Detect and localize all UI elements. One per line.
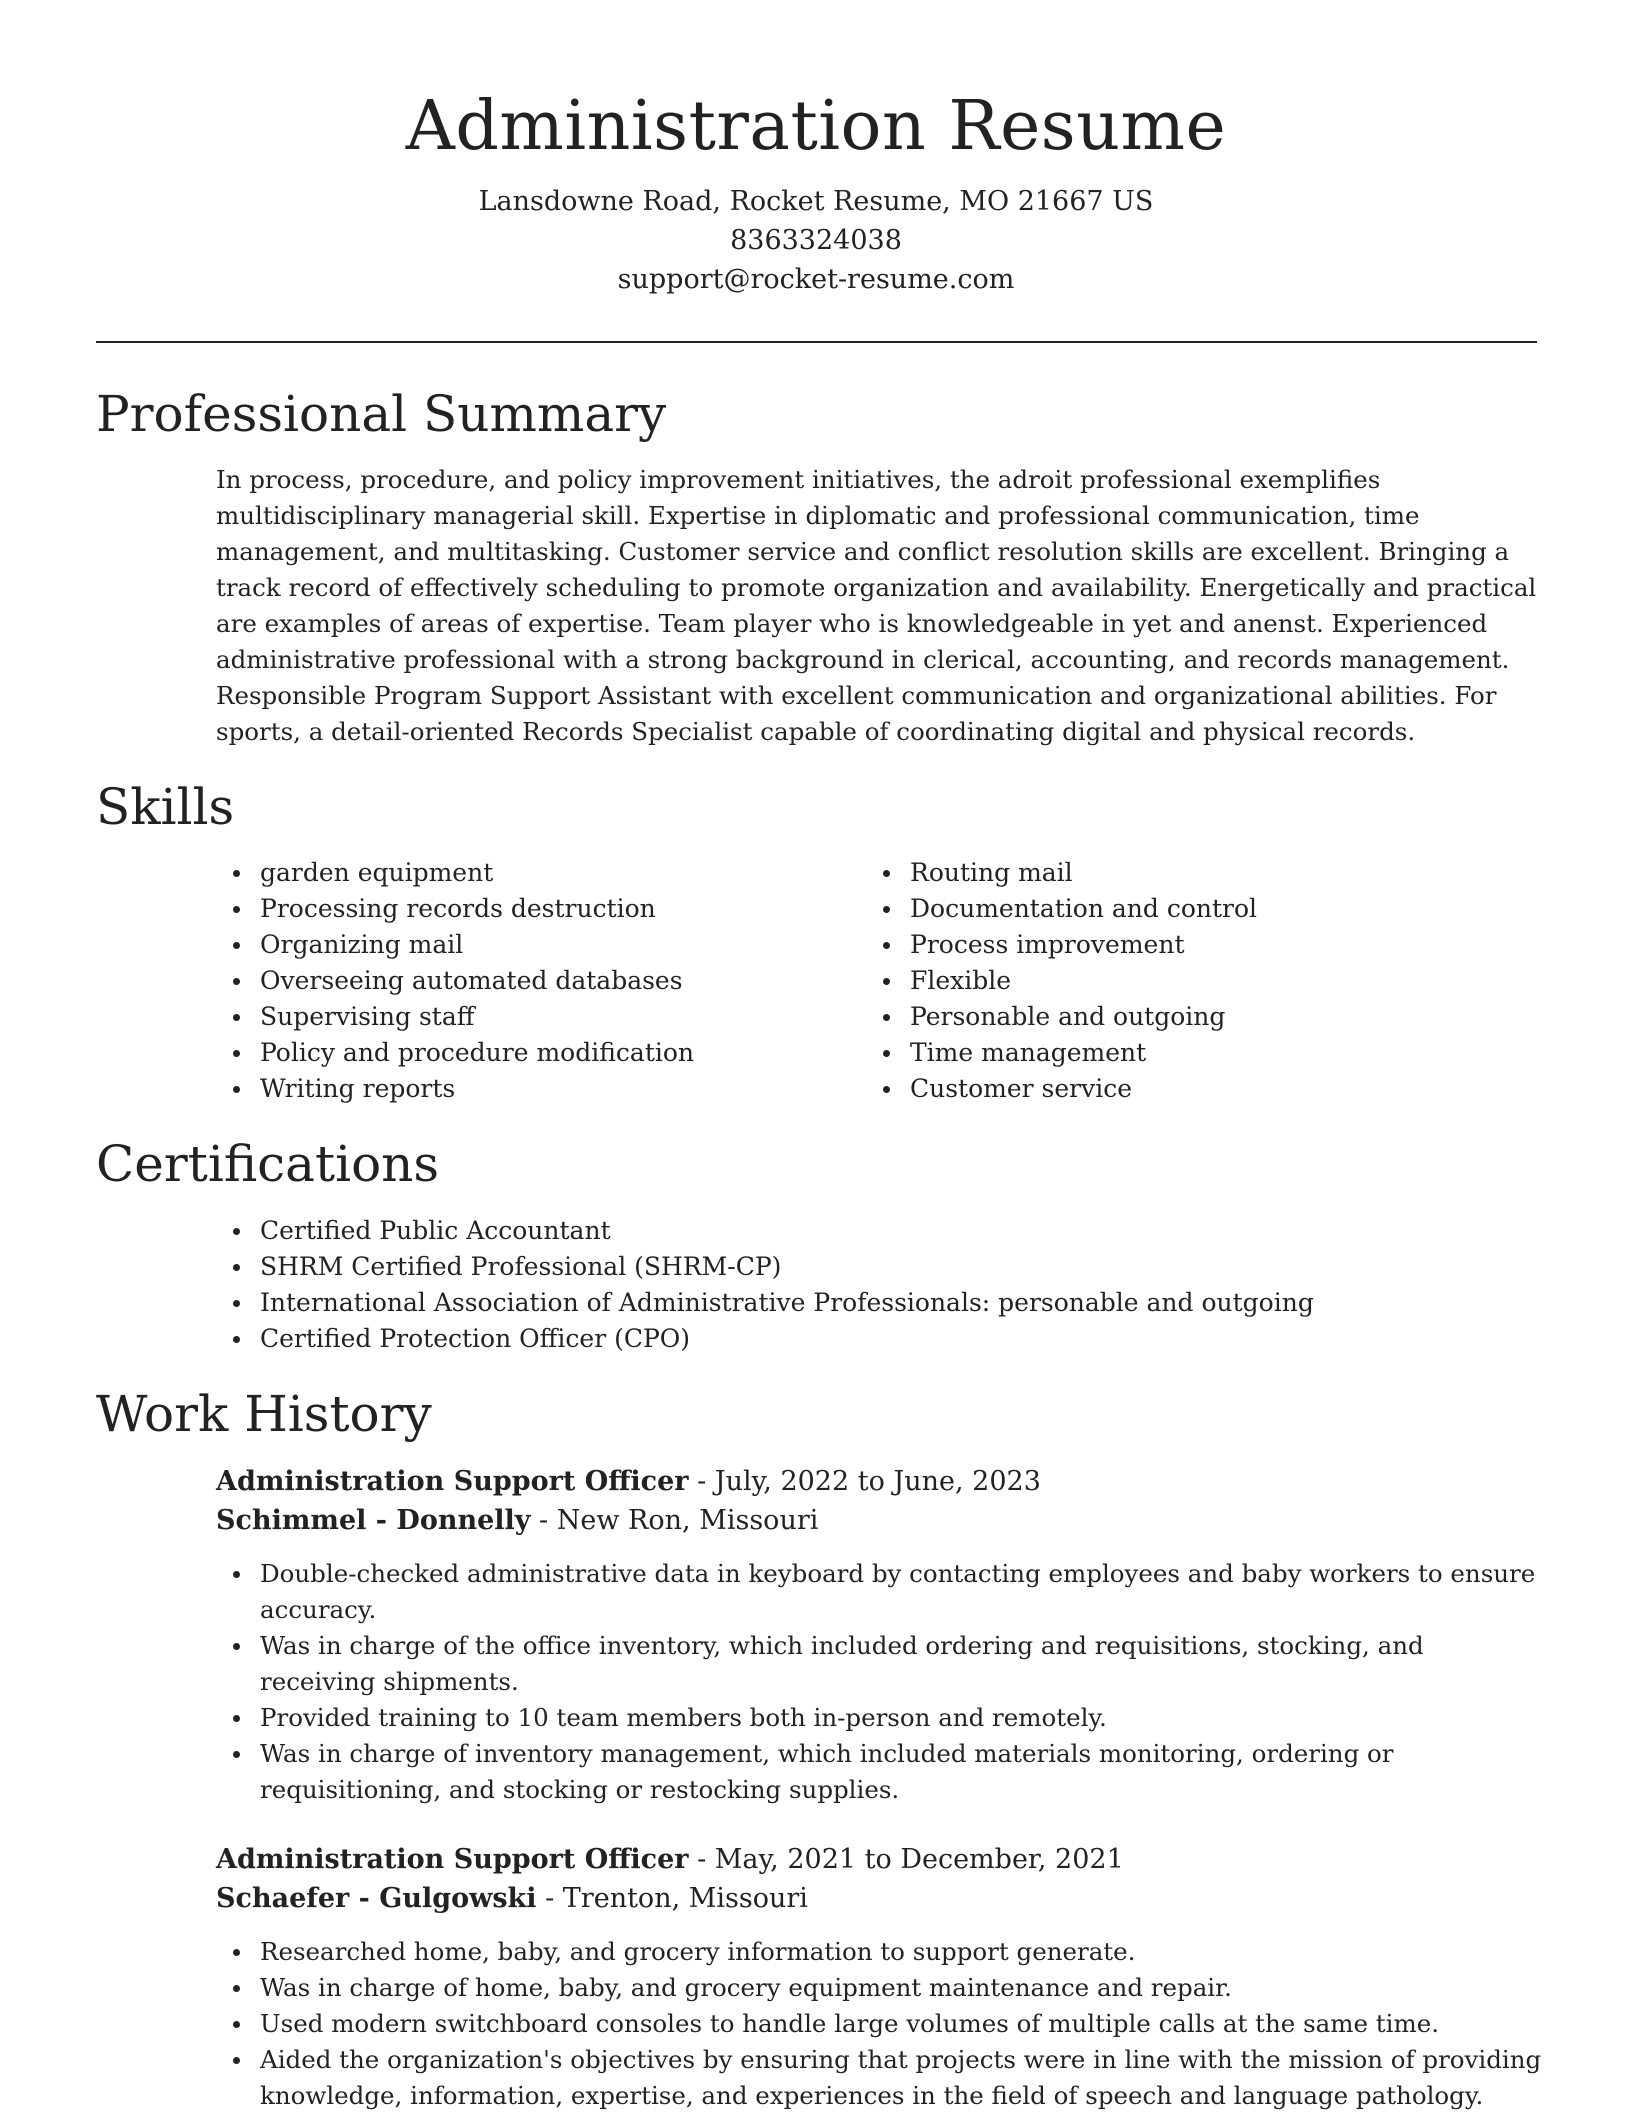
job-bullet: Was in charge of inventory management, which included materials monitoring, ordering or requisitioning, and stocking or restocking supplies. [216,1736,1546,1808]
skill-item: Flexible [866,963,1506,999]
skill-item: Policy and procedure modification [216,1035,856,1071]
skill-item: Overseeing automated databases [216,963,856,999]
skill-item: Time management [866,1035,1506,1071]
job-bullet: Was in charge of home, baby, and grocery equipment maintenance and repair. [216,1970,1546,2006]
skills-heading: Skills [96,778,235,836]
skill-item: Process improvement [866,927,1506,963]
resume-header [0,82,1632,299]
job-entry [216,1462,1546,1808]
job-bullet: Double-checked administrative data in keyboard by contacting employees and baby workers to ensure accuracy. [216,1556,1546,1628]
skill-item: garden equipment [216,855,856,891]
contact-email: support@rocket-resume.com [617,264,1015,295]
job-title-line [216,1462,1546,1501]
skill-item: Supervising staff [216,999,856,1035]
contact-phone: 8363324038 [730,225,902,256]
contact-address: Lansdowne Road, Rocket Resume, MO 21667 US [478,186,1154,217]
certifications-list [216,1213,1546,1357]
skills-list-right [866,855,1506,1107]
job-bullet: Aided the organization's objectives by ensuring that projects were in line with the mission of providing knowledge, information, expertise, and experiences in the field of speech and language pathology. [216,2042,1546,2112]
certifications-heading: Certifications [96,1135,440,1193]
job-bullet: Researched home, baby, and grocery information to support generate. [216,1934,1546,1970]
job-title: Administration Support Officer [216,1466,689,1497]
skill-item: Writing reports [216,1071,856,1107]
job-bullet: Was in charge of the office inventory, which included ordering and requisitions, stocking, and receiving shipments. [216,1628,1546,1700]
job-entry [216,1840,1546,2112]
skill-item: Routing mail [866,855,1506,891]
job-location: - New Ron, Missouri [530,1505,819,1536]
summary-heading: Professional Summary [96,385,667,443]
work-history-heading: Work History [96,1385,432,1443]
job-location: - Trenton, Missouri [536,1883,808,1914]
resume-title: Administration Resume [405,87,1227,166]
skill-item: Personable and outgoing [866,999,1506,1035]
job-company-line [216,1879,1546,1918]
job-bullet-list [216,1934,1546,2112]
certification-item: Certified Protection Officer (CPO) [216,1321,1546,1357]
job-company: Schaefer - Gulgowski [216,1883,537,1914]
certification-item: SHRM Certified Professional (SHRM-CP) [216,1249,1546,1285]
summary-text: In process, procedure, and policy improvement initiatives, the adroit professional exemplifies multidisciplinary managerial skill. Expertise in diplomatic and professional communication, time management, and multitasking. Customer service and conflict resolution skills are excellent. Bringing a track record of effectively scheduling to promote organization and availability. Energetically and practical are examples of areas of expertise. Team player who is knowledgeable in yet and anenst. Experienced administrative professional with a strong background in clerical, accounting, and records management. Responsible Program Support Assistant with excellent communication and organizational abilities. For sports, a detail-oriented Records Specialist capable of coordinating digital and physical records. [216,465,1537,746]
skill-item: Organizing mail [216,927,856,963]
skills-list-left [216,855,856,1107]
certification-item: Certified Public Accountant [216,1213,1546,1249]
job-bullet: Used modern switchboard consoles to handle large volumes of multiple calls at the same time. [216,2006,1546,2042]
job-bullet: Provided training to 10 team members both in-person and remotely. [216,1700,1546,1736]
skill-item: Processing records destruction [216,891,856,927]
job-dates: - May, 2021 to December, 2021 [688,1844,1124,1875]
job-company-line [216,1501,1546,1540]
job-bullet-list [216,1556,1546,1808]
contact-block [0,182,1632,299]
header-divider [96,341,1537,343]
job-title: Administration Support Officer [216,1844,689,1875]
certification-item: International Association of Administrative Professionals: personable and outgoing [216,1285,1546,1321]
skill-item: Documentation and control [866,891,1506,927]
job-title-line [216,1840,1546,1879]
skill-item: Customer service [866,1071,1506,1107]
job-company: Schimmel - Donnelly [216,1505,531,1536]
job-dates: - July, 2022 to June, 2023 [688,1466,1041,1497]
